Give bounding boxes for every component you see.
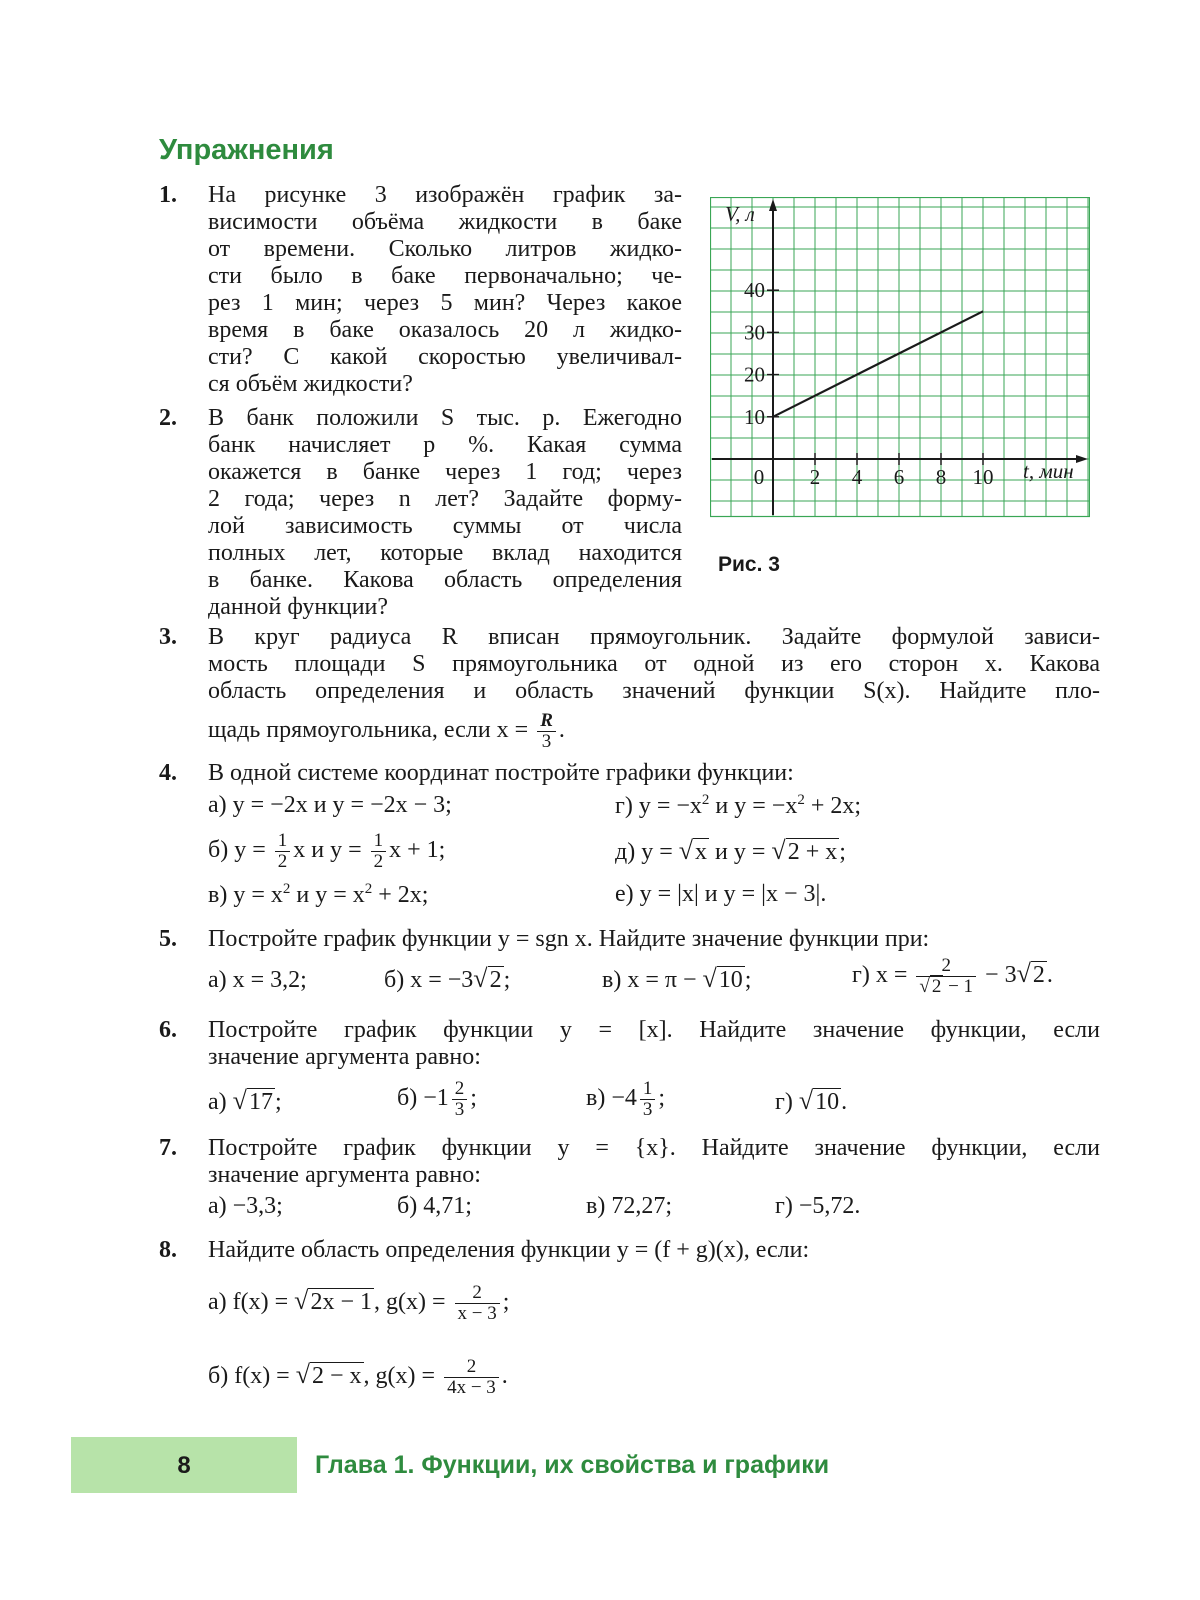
radicand: 2 — [1032, 962, 1045, 989]
x-tick-label: 2 — [809, 465, 821, 489]
text-fragment: ; — [658, 1085, 666, 1112]
text-line: от времени. Сколько литров жидко- — [208, 236, 682, 262]
exercise-8-a — [208, 1283, 509, 1324]
radicand: 17 — [248, 1089, 273, 1115]
radicand: 10 — [815, 1089, 840, 1115]
numerator: R — [537, 711, 556, 732]
denominator — [916, 977, 976, 997]
text-fragment: , g(x) = — [363, 1363, 436, 1390]
text-fragment: + 2x; — [372, 882, 429, 908]
superscript: 2 — [282, 881, 291, 897]
text-fragment: ; — [744, 967, 752, 993]
text-fragment: . — [841, 1089, 848, 1115]
text-fragment: ; — [470, 1085, 477, 1112]
exercise-6-b — [397, 1079, 477, 1120]
text-fragment: − 1 — [943, 976, 974, 997]
text-line: значение аргумента равно: — [208, 1162, 481, 1188]
text-line: банк начисляет p %. Какая сумма — [208, 432, 682, 458]
exercise-5-a: а) x = 3,2; — [208, 967, 307, 993]
exercise-2-text — [208, 405, 682, 621]
text-fragment: в) x = π − — [602, 967, 697, 993]
y-axis-arrow — [769, 199, 777, 211]
text-fragment: и y = x — [290, 882, 365, 908]
radicand: 2 — [489, 967, 502, 993]
square-root: √ 2 — [919, 976, 942, 997]
exercise-6-text — [208, 1017, 1100, 1071]
exercise-1-number: 1. — [159, 182, 177, 208]
chapter-title: Глава 1. Функции, их свойства и графики — [315, 1451, 830, 1479]
radicand: 2 − x — [312, 1363, 362, 1390]
exercise-1-text — [208, 182, 682, 398]
text-line: значение аргумента равно: — [208, 1044, 481, 1070]
exercise-7-a: а) −3,3; — [208, 1193, 283, 1219]
exercise-4-a: а) y = −2x и y = −2x − 3; — [208, 792, 452, 818]
square-root: √2 + x — [771, 836, 838, 865]
text-fragment: x и y = — [293, 837, 362, 864]
exercise-4-number: 4. — [159, 760, 177, 786]
x-tick-label: 6 — [893, 465, 905, 489]
exercise-5-g — [852, 956, 1053, 997]
text-fragment: б) y = — [208, 837, 266, 864]
chart-ticks — [744, 278, 994, 489]
radicand: 2 — [931, 976, 942, 997]
exercise-5-b — [384, 964, 510, 994]
exercise-8-b — [208, 1357, 508, 1398]
fraction — [640, 1079, 656, 1120]
text-line: сти было в баке первоначально; че- — [208, 263, 682, 289]
text-fragment: ; — [502, 1289, 510, 1316]
x-tick-label: 4 — [851, 465, 863, 489]
text-line: ся объём жидкости? — [208, 371, 413, 397]
radicand: 2x − 1 — [310, 1289, 372, 1316]
text-line: Постройте график функции y = [x]. Найдите значение функции, если — [208, 1017, 1100, 1043]
denominator: 2 — [373, 851, 384, 872]
text-line: данной функции? — [208, 594, 389, 620]
text-fragment: + 2x; — [804, 793, 862, 819]
denominator: 3 — [541, 731, 552, 752]
square-root: √10 — [798, 1086, 840, 1115]
x-axis-label: t, мин — [1023, 459, 1074, 483]
exercise-5-number: 5. — [159, 926, 177, 952]
exercise-7-text — [208, 1135, 1100, 1189]
exercise-7-v: в) 72,27; — [586, 1193, 672, 1219]
denominator: 3 — [642, 1099, 653, 1120]
fraction — [452, 1079, 468, 1120]
text-fragment: ; — [503, 967, 511, 993]
text-line: полных лет, которые вклад находится — [208, 540, 682, 566]
text-fragment: щадь прямоугольника, если x = — [208, 717, 529, 744]
text-line: окажется в банке через 1 год; через — [208, 459, 682, 485]
fraction — [916, 956, 976, 997]
exercise-5-v — [602, 964, 751, 994]
text-fragment: . — [501, 1363, 508, 1390]
text-fragment: и y = −x — [709, 793, 798, 819]
text-line: время в баке оказалось 20 л жидко- — [208, 317, 682, 343]
y-tick-label: 10 — [744, 404, 765, 429]
text-line: область определения и область значений функции S(x). Найдите пло- — [208, 678, 1100, 704]
text-fragment: а) f(x) = — [208, 1289, 289, 1316]
numerator: 2 — [444, 1357, 499, 1378]
figure-3-chart — [710, 197, 1090, 527]
square-root: √2 — [473, 964, 502, 993]
x-tick-label: 0 — [753, 465, 765, 489]
square-root: √17 — [232, 1086, 273, 1115]
square-root: √2 − x — [295, 1360, 362, 1390]
page-number: 8 — [177, 1452, 191, 1479]
y-tick-label: 20 — [744, 362, 765, 387]
numerator: 1 — [275, 831, 291, 852]
superscript: 2 — [701, 792, 710, 808]
superscript: 2 — [364, 881, 373, 897]
denominator: x − 3 — [457, 1303, 497, 1324]
fraction — [371, 831, 387, 872]
text-line: сти? С какой скоростью увеличивал- — [208, 344, 682, 370]
exercise-3-text — [208, 624, 1100, 705]
numerator: 1 — [371, 831, 387, 852]
text-line: В круг радиуса R вписан прямоугольник. Задайте формулой зависи- — [208, 624, 1100, 650]
exercise-8-number: 8. — [159, 1237, 177, 1263]
exercise-3-number: 3. — [159, 624, 177, 650]
exercise-7-number: 7. — [159, 1135, 177, 1161]
square-root: √2 — [1016, 959, 1045, 989]
exercise-7-b: б) 4,71; — [397, 1193, 472, 1219]
text-fragment: в) −4 — [586, 1085, 637, 1112]
text-fragment: б) x = −3 — [384, 967, 474, 993]
exercise-4-e: е) y = |x| и y = |x − 3|. — [615, 881, 827, 907]
square-root: √x — [678, 836, 708, 865]
text-fragment: г) y = −x — [615, 793, 702, 819]
square-root: √10 — [702, 964, 743, 993]
text-fragment: а) — [208, 1089, 227, 1115]
fraction — [275, 831, 291, 872]
text-fragment: . — [1046, 962, 1053, 989]
exercise-5-intro: Постройте график функции y = sgn x. Найдите значение функции при: — [208, 926, 930, 952]
text-fragment: г) x = — [852, 962, 908, 989]
y-tick-label: 40 — [744, 278, 765, 303]
exercise-6-number: 6. — [159, 1017, 177, 1043]
fraction — [455, 1283, 500, 1324]
fraction — [537, 711, 556, 752]
text-line: В банк положили S тыс. р. Ежегодно — [208, 405, 682, 431]
text-fragment: − 3 — [985, 962, 1017, 989]
text-line: На рисунке 3 изображён график за- — [208, 182, 682, 208]
exercise-6-v — [586, 1079, 665, 1120]
text-fragment: г) — [775, 1089, 793, 1115]
radicand: 2 + x — [787, 839, 838, 865]
exercise-6-g — [775, 1086, 847, 1116]
exercise-7-g: г) −5,72. — [775, 1193, 861, 1219]
superscript: 2 — [797, 792, 805, 808]
text-fragment: и y = — [709, 839, 766, 865]
exercise-4-g — [615, 792, 861, 820]
square-root: √2x − 1 — [294, 1286, 372, 1316]
text-fragment: x + 1; — [389, 837, 446, 864]
text-fragment: ; — [274, 1089, 282, 1115]
text-line: Постройте график функции y = {x}. Найдите значение функции, если — [208, 1135, 1100, 1161]
text-line: в банке. Какова область определения — [208, 567, 682, 593]
text-fragment: б) −1 — [397, 1085, 449, 1112]
text-fragment: ; — [839, 839, 846, 865]
radicand: 10 — [718, 967, 743, 993]
section-heading: Упражнения — [159, 134, 334, 166]
x-axis-arrow — [1076, 455, 1088, 463]
denominator: 3 — [454, 1099, 465, 1120]
denominator: 2 — [277, 851, 288, 872]
denominator: 4x − 3 — [447, 1377, 496, 1398]
exercise-4-b — [208, 831, 445, 872]
exercise-6-a — [208, 1086, 282, 1116]
radicand: x — [695, 839, 708, 865]
exercise-8-intro: Найдите область определения функции y = (f + g)(x), если: — [208, 1237, 810, 1263]
y-tick-label: 30 — [744, 320, 765, 345]
x-tick-label: 8 — [935, 465, 947, 489]
text-fragment: , g(x) = — [373, 1289, 446, 1316]
y-axis-label: V, л — [725, 202, 755, 226]
x-tick-label: 10 — [972, 465, 994, 489]
text-line: рез 1 мин; через 5 мин? Через какое — [208, 290, 682, 316]
numerator: 2 — [455, 1283, 500, 1304]
text-fragment: б) f(x) = — [208, 1363, 290, 1390]
figure-caption: Рис. 3 — [718, 553, 780, 576]
fraction — [444, 1357, 499, 1398]
text-fragment: в) y = x — [208, 882, 283, 908]
text-line: 2 года; через n лет? Задайте форму- — [208, 486, 682, 512]
exercise-3-last-line — [208, 711, 565, 752]
text-fragment: . — [558, 717, 565, 744]
text-fragment: д) y = — [615, 839, 673, 865]
exercise-2-number: 2. — [159, 405, 177, 431]
text-line: висимости объёма жидкости в баке — [208, 209, 682, 235]
numerator: 2 — [916, 956, 976, 977]
exercise-4-intro: В одной системе координат постройте графики функции: — [208, 760, 794, 786]
exercise-4-v — [208, 881, 428, 909]
numerator: 2 — [452, 1079, 468, 1100]
numerator: 1 — [640, 1079, 656, 1100]
text-line: мость площади S прямоугольника от одной из его сторон x. Какова — [208, 651, 1100, 677]
exercise-4-d — [615, 836, 846, 866]
text-line: лой зависимость суммы от числа — [208, 513, 682, 539]
